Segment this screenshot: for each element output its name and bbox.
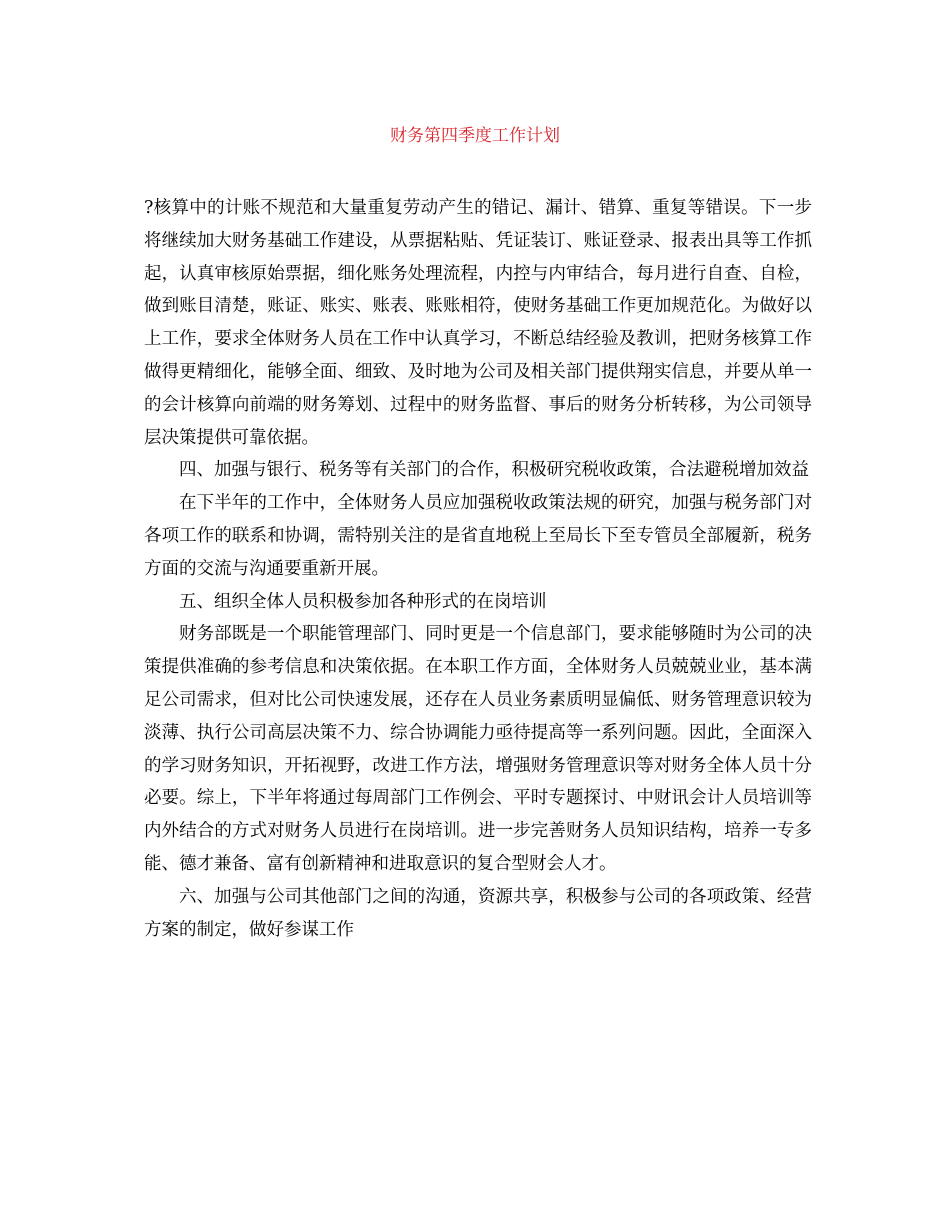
paragraph-tax-cooperation: 在下半年的工作中，全体财务人员应加强税收政策法规的研究，加强与税务部门对各项工作的联系和协调，需特别关注的是省直地税上至局长下至专管员全部履新，税务方面的交流与沟通要重新开展。 (144, 493, 812, 579)
paragraph-accounting-errors: ?核算中的计账不规范和大量重复劳动产生的错记、漏计、错算、重复等错误。下一步将继续加大财务基础工作建设，从票据粘贴、凭证装订、账证登录、报表出具等工作抓起，认真审核原始票据，细化账务处理流程，内控与内审结合，每月进行自查、自检，做到账目清楚，账证、账实、账表、账账相符，使财务基础工作更加规范化。为做好以上工作，要求全体财务人员在工作中认真学习，不断总结经验及教训，把财务核算工作做得更精细化，能够全面、细致、及时地为公司及相关部门提供翔实信息，并要从单一的会计核算向前端的财务筹划、过程中的财务监督、事后的财务分析转移，为公司领导层决策提供可靠依据。 (144, 198, 812, 448)
heading-section-6: 六、加强与公司其他部门之间的沟通，资源共享，积极参与公司的各项政策、经营方案的制定，做好参谋工作 (144, 886, 812, 940)
heading-section-4: 四、加强与银行、税务等有关部门的合作，积极研究税收政策，合法避税增加效益 (179, 460, 809, 481)
document-body (144, 192, 812, 946)
paragraph-training: 财务部既是一个职能管理部门、同时更是一个信息部门，要求能够随时为公司的决策提供准确的参考信息和决策依据。在本职工作方面，全体财务人员兢兢业业，基本满足公司需求，但对比公司快速发展，还存在人员业务素质明显偏低、财务管理意识较为淡薄、执行公司高层决策不力、综合协调能力亟待提高等一系列问题。因此，全面深入的学习财务知识，开拓视野，改进工作方法，增强财务管理意识等对财务全体人员十分必要。综上，下半年将通过每周部门工作例会、平时专题探讨、中财讯会计人员培训等内外结合的方式对财务人员进行在岗培训。进一步完善财务人员知识结构，培养一专多能、德才兼备、富有创新精神和进取意识的复合型财会人才。 (144, 624, 812, 874)
heading-section-5: 五、组织全体人员积极参加各种形式的在岗培训 (179, 591, 547, 612)
document-title: 财务第四季度工作计划 (390, 126, 560, 146)
